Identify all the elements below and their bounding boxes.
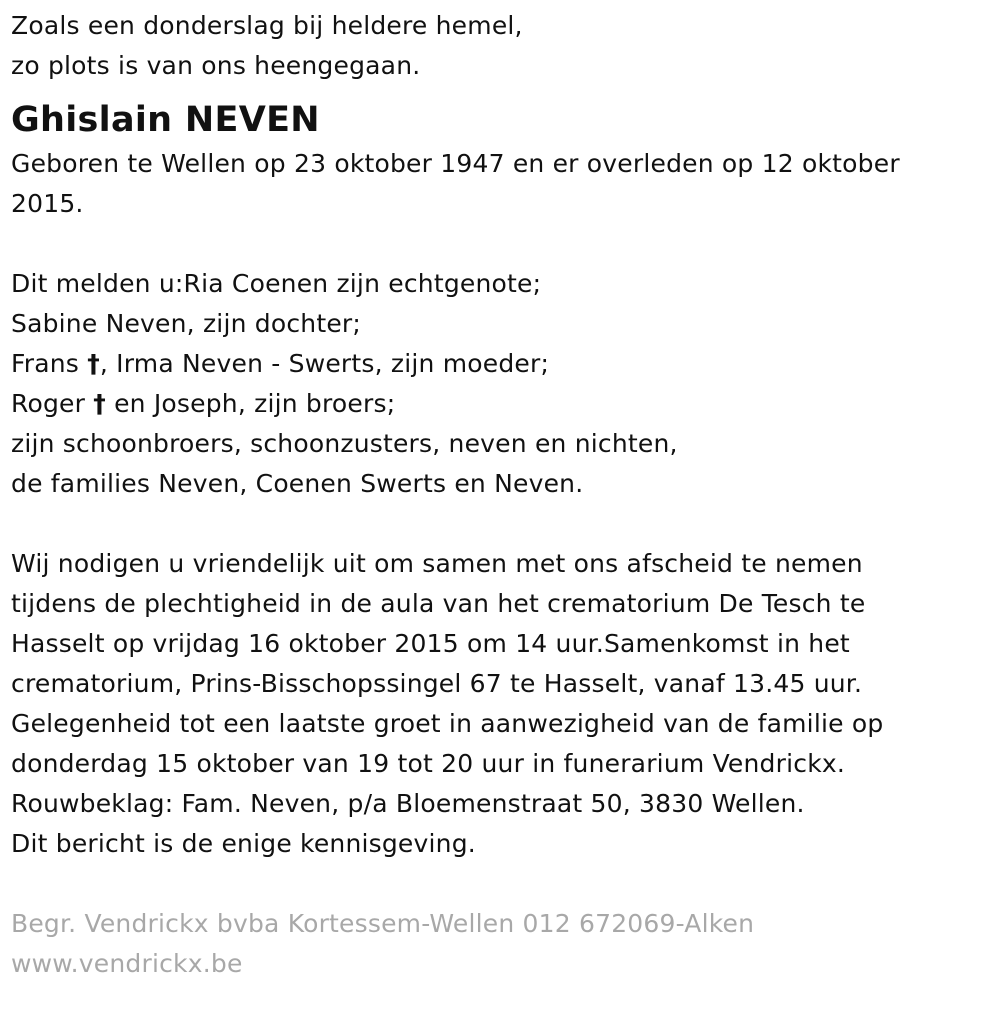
family-line <box>11 384 986 424</box>
spacer <box>11 504 986 544</box>
family-text: Roger <box>11 389 94 418</box>
intro-line: zo plots is van ons heengegaan. <box>11 51 421 80</box>
ceremony-line: Gelegenheid tot een laatste groet in aanwezigheid van de familie op <box>11 709 884 738</box>
family-text: en Joseph, zijn broers; <box>105 389 396 418</box>
cross-icon: † <box>87 349 100 378</box>
spacer <box>11 224 986 264</box>
family-line: Sabine Neven, zijn dochter; <box>11 309 362 338</box>
family-line: de families Neven, Coenen Swerts en Neven. <box>11 469 584 498</box>
ceremony-details <box>11 544 986 864</box>
ceremony-line: donderdag 15 oktober van 19 tot 20 uur in funerarium Vendrickx. <box>11 749 846 778</box>
deceased-name: Ghislain NEVEN <box>11 100 320 140</box>
cross-icon: † <box>93 389 106 418</box>
ceremony-line: crematorium, Prins-Bisschopssingel 67 te Hasselt, vanaf 13.45 uur. <box>11 669 863 698</box>
ceremony-line: Wij nodigen u vriendelijk uit om samen met ons afscheid te nemen <box>11 549 863 578</box>
ceremony-line: Rouwbeklag: Fam. Neven, p/a Bloemenstraat 50, 3830 Wellen. <box>11 789 805 818</box>
family-line: zijn schoonbroers, schoonzusters, neven en nichten, <box>11 429 678 458</box>
undertaker-website-link[interactable]: www.vendrickx.be <box>11 949 243 978</box>
spacer <box>11 864 986 904</box>
family-text: Frans <box>11 349 88 378</box>
family-line <box>11 344 986 384</box>
obituary-notice <box>11 6 986 984</box>
birth-death-line: 2015. <box>11 189 84 218</box>
ceremony-line: Hasselt op vrijdag 16 oktober 2015 om 14 uur.Samenkomst in het <box>11 629 850 658</box>
birth-death-info <box>11 144 986 224</box>
birth-death-line: Geboren te Wellen op 23 oktober 1947 en er overleden op 12 oktober <box>11 149 900 178</box>
intro-line: Zoals een donderslag bij heldere hemel, <box>11 11 523 40</box>
ceremony-line: Dit bericht is de enige kennisgeving. <box>11 829 476 858</box>
undertaker-info: Begr. Vendrickx bvba Kortessem-Wellen 012 672069-Alken <box>11 909 755 938</box>
family-announcement <box>11 264 986 504</box>
undertaker-footer <box>11 904 986 984</box>
family-line: Dit melden u:Ria Coenen zijn echtgenote; <box>11 269 542 298</box>
intro-verse <box>11 6 986 86</box>
ceremony-line: tijdens de plechtigheid in de aula van het crematorium De Tesch te <box>11 589 866 618</box>
family-text: , Irma Neven - Swerts, zijn moeder; <box>99 349 550 378</box>
